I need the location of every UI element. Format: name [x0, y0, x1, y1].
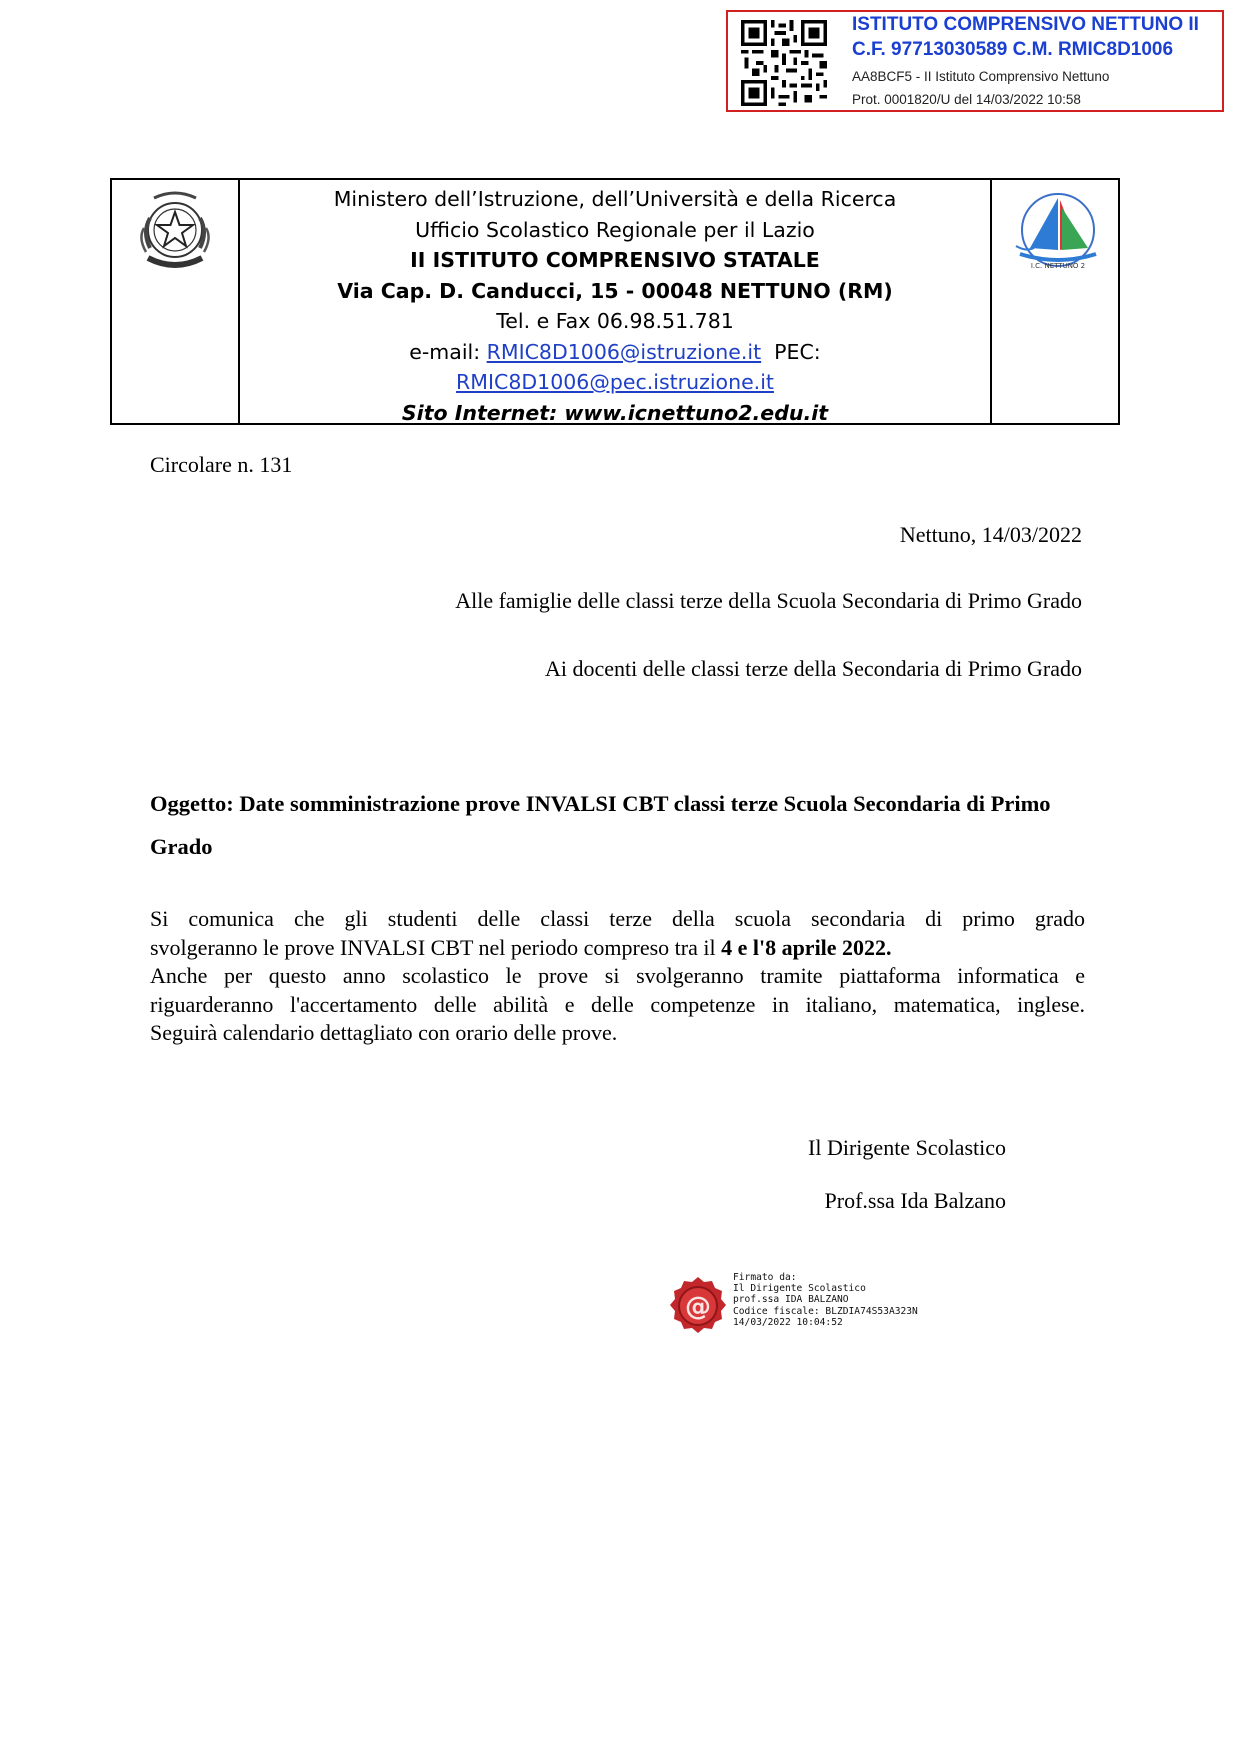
school-logo-caption: I.C. NETTUNO 2 — [1030, 262, 1086, 270]
recipient-teachers: Ai docenti delle classi terze della Secondaria di Primo Grado — [545, 656, 1082, 681]
protocol-fiscal-code: C.F. 97713030589 C.M. RMIC8D1006 — [852, 39, 1174, 60]
qr-code-icon — [738, 20, 830, 106]
email-label: e-mail: — [409, 339, 487, 364]
website: Sito Internet: www.icnettuno2.edu.it — [401, 400, 829, 425]
wax-seal-at-icon — [667, 1275, 729, 1337]
body-line: Si comunica che gli studenti delle classi terze della scuola secondaria di primo grado — [150, 906, 1085, 931]
body-line: Anche per questo anno scolastico le prove si svolgeranno tramite piattaforma informatica e — [150, 963, 1085, 988]
body-line — [150, 934, 1085, 963]
signature-line: prof.ssa IDA BALZANO — [733, 1294, 849, 1306]
letterhead-text — [240, 184, 990, 428]
ministry-name: Ministero dell’Istruzione, dell’Università e della Ricerca — [333, 187, 897, 211]
regional-office: Ufficio Scolastico Regionale per il Lazio — [415, 217, 815, 242]
school-address: Via Cap. D. Canducci, 15 - 00048 NETTUNO (RM) — [337, 278, 893, 303]
pec-label: PEC: — [761, 339, 821, 364]
place-date: Nettuno, 14/03/2022 — [899, 522, 1082, 547]
body-line: Seguirà calendario dettagliato con orario delle prove. — [150, 1020, 618, 1045]
school-phone: Tel. e Fax 06.98.51.781 — [496, 309, 734, 333]
protocol-school-name: ISTITUTO COMPRENSIVO NETTUNO II — [852, 14, 1199, 35]
school-name: II ISTITUTO COMPRENSIVO STATALE — [410, 248, 820, 272]
digital-signature-info — [733, 1272, 918, 1328]
italian-republic-emblem-icon — [128, 188, 222, 274]
svg-text:@: @ — [685, 1292, 711, 1322]
signature-line: 14/03/2022 10:04:52 — [733, 1316, 843, 1328]
pec-link[interactable]: RMIC8D1006@pec.istruzione.it — [456, 370, 774, 394]
signer-name: Prof.ssa Ida Balzano — [824, 1188, 1006, 1213]
circular-number: Circolare n. 131 — [150, 452, 293, 477]
recipient-families: Alle famiglie delle classi terze della Scuola Secondaria di Primo Grado — [455, 588, 1082, 613]
school-sailboat-logo-icon — [1008, 188, 1108, 276]
body-text: svolgeranno le prove INVALSI CBT nel periodo compreso tra il — [150, 934, 722, 960]
protocol-number: Prot. 0001820/U del 14/03/2022 10:58 — [852, 92, 1081, 107]
exam-dates: 4 e l'8 aprile 2022. — [721, 934, 892, 960]
email-link[interactable]: RMIC8D1006@istruzione.it — [486, 339, 762, 364]
signature-line: Il Dirigente Scolastico — [733, 1283, 866, 1295]
letterhead-divider — [990, 180, 992, 423]
protocol-aoo: AA8BCF5 - II Istituto Comprensivo Nettuno — [852, 69, 1110, 84]
letterhead — [110, 178, 1120, 425]
signature-line: Codice fiscale: BLZDIA74S53A323N — [733, 1305, 918, 1317]
body-line: riguarderanno l'accertamento delle abilità e delle competenze in italiano, matematica, inglese. — [150, 991, 1085, 1017]
subject: Oggetto: Date somministrazione prove INVALSI CBT classi terze Scuola Secondaria di Primo Grado — [150, 791, 1051, 859]
signer-role: Il Dirigente Scolastico — [808, 1135, 1006, 1160]
contact-line — [240, 337, 990, 368]
signature-line: Firmato da: — [733, 1272, 797, 1283]
protocol-stamp — [726, 10, 1224, 112]
body-paragraph — [150, 905, 1085, 1048]
